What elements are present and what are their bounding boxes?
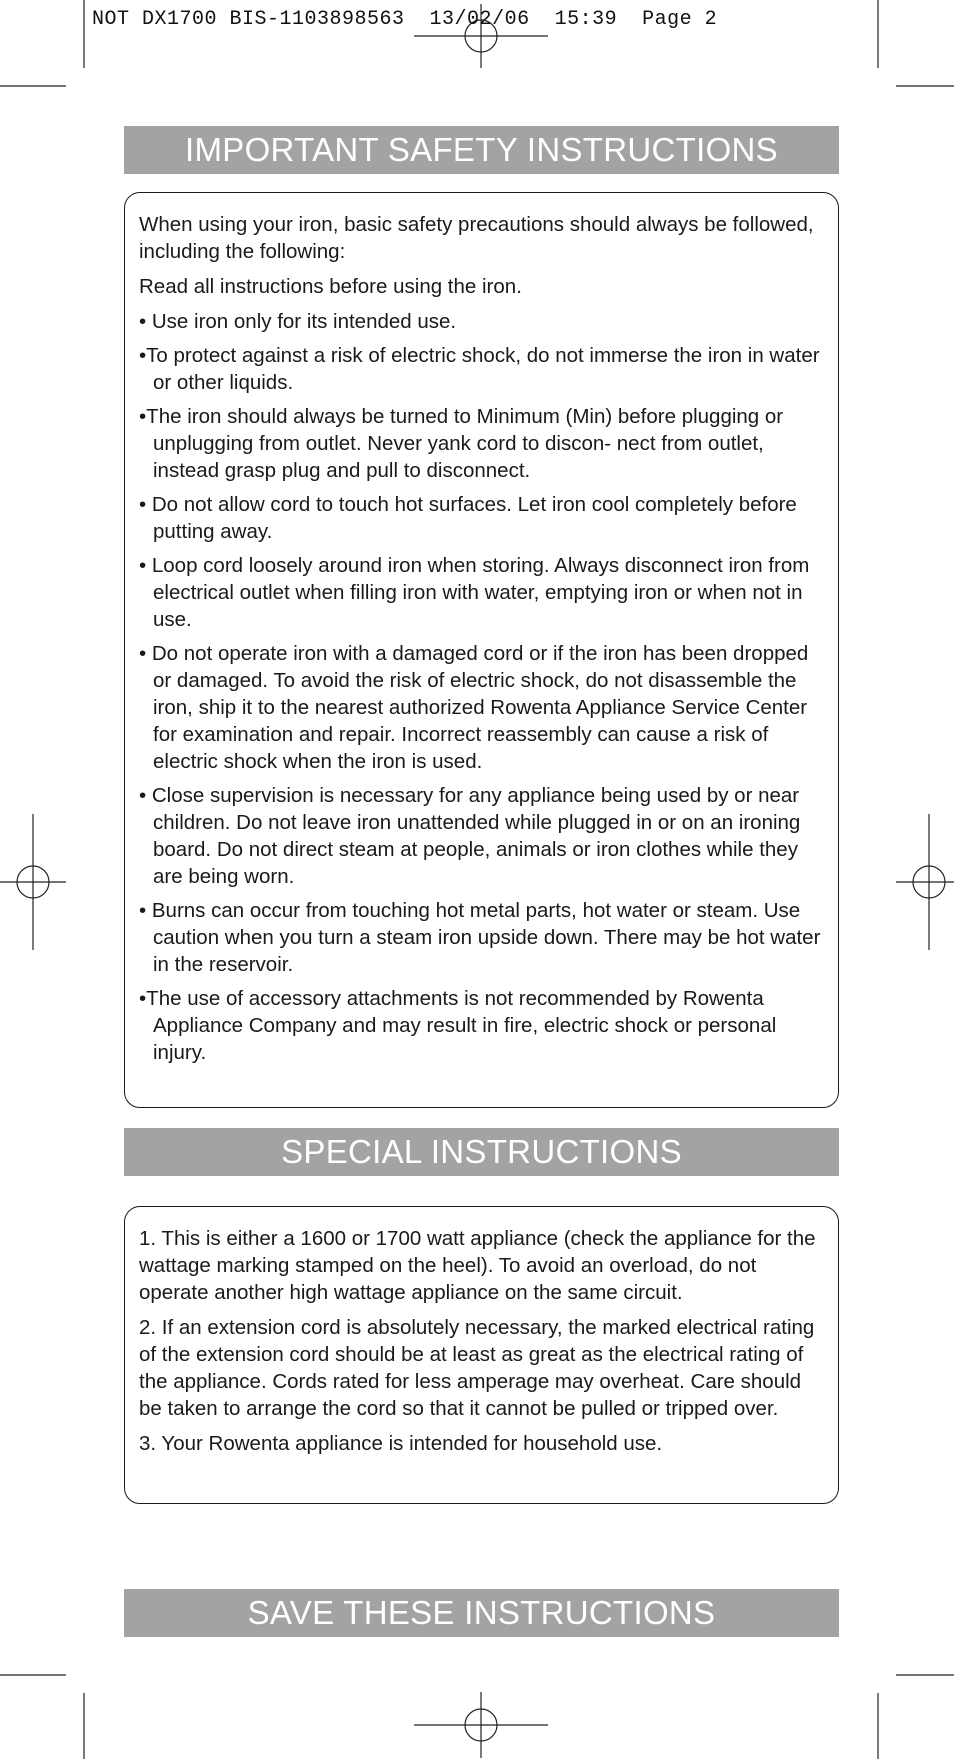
safety-instructions-box bbox=[124, 192, 839, 1108]
safety-bullet: • Burns can occur from touching hot metal parts, hot water or steam. Use caution when you turn a steam iron upside down. There may be hot water in the reservoir. bbox=[139, 899, 821, 976]
safety-bullet: •The use of accessory attachments is not recommended by Rowenta Appliance Company and may result in fire, electric shock or personal injury. bbox=[139, 987, 777, 1064]
safety-bullet: • Close supervision is necessary for any appliance being used by or near children. Do not leave iron unattended while plugged in or on an ironing board. Do not direct steam at people, animals or iron clothes while they are being worn. bbox=[139, 784, 801, 888]
safety-read-all: Read all instructions before using the iron. bbox=[139, 275, 522, 298]
print-slug-header: NOT DX1700 BIS-1103898563 13/02/06 15:39 Page 2 bbox=[92, 8, 718, 31]
safety-bullet: • Do not allow cord to touch hot surfaces. Let iron cool completely before putting away. bbox=[139, 493, 797, 543]
safety-title-banner: IMPORTANT SAFETY INSTRUCTIONS bbox=[124, 126, 839, 174]
safety-intro: When using your iron, basic safety precautions should always be followed, including the following: bbox=[139, 213, 814, 263]
safety-bullet: • Do not operate iron with a damaged cord or if the iron has been dropped or damaged. To avoid the risk of electric shock, do not disassemble the iron, ship it to the nearest authorized Rowenta Appliance Service Center for examination and repair. Incorrect reassembly can cause a risk of electric shock when the iron is used. bbox=[139, 642, 809, 773]
save-instructions-banner: SAVE THESE INSTRUCTIONS bbox=[124, 1589, 839, 1637]
special-instructions-box bbox=[124, 1206, 839, 1504]
special-item: 1. This is either a 1600 or 1700 watt appliance (check the appliance for the wattage marking stamped on the heel). To avoid an overload, do not operate another high wattage appliance on the same circuit. bbox=[139, 1227, 816, 1304]
special-title-banner: SPECIAL INSTRUCTIONS bbox=[124, 1128, 839, 1176]
safety-bullet: • Loop cord loosely around iron when storing. Always disconnect iron from electrical outlet when filling iron with water, emptying iron or when not in use. bbox=[139, 554, 810, 631]
safety-bullet: • Use iron only for its intended use. bbox=[139, 310, 457, 333]
special-item: 3. Your Rowenta appliance is intended for household use. bbox=[139, 1432, 663, 1455]
special-item: 2. If an extension cord is absolutely necessary, the marked electrical rating of the extension cord should be at least as great as the electrical rating of the appliance. Cords rated for less amperage may overheat. Care should be taken to arrange the cord so that it cannot be pulled or tripped over. bbox=[139, 1316, 815, 1420]
safety-bullet: •To protect against a risk of electric shock, do not immerse the iron in water or other liquids. bbox=[139, 344, 820, 394]
safety-bullet: •The iron should always be turned to Minimum (Min) before plugging or unplugging from outlet. Never yank cord to discon- nect from outlet, instead grasp plug and pull to disconnect. bbox=[139, 405, 784, 482]
